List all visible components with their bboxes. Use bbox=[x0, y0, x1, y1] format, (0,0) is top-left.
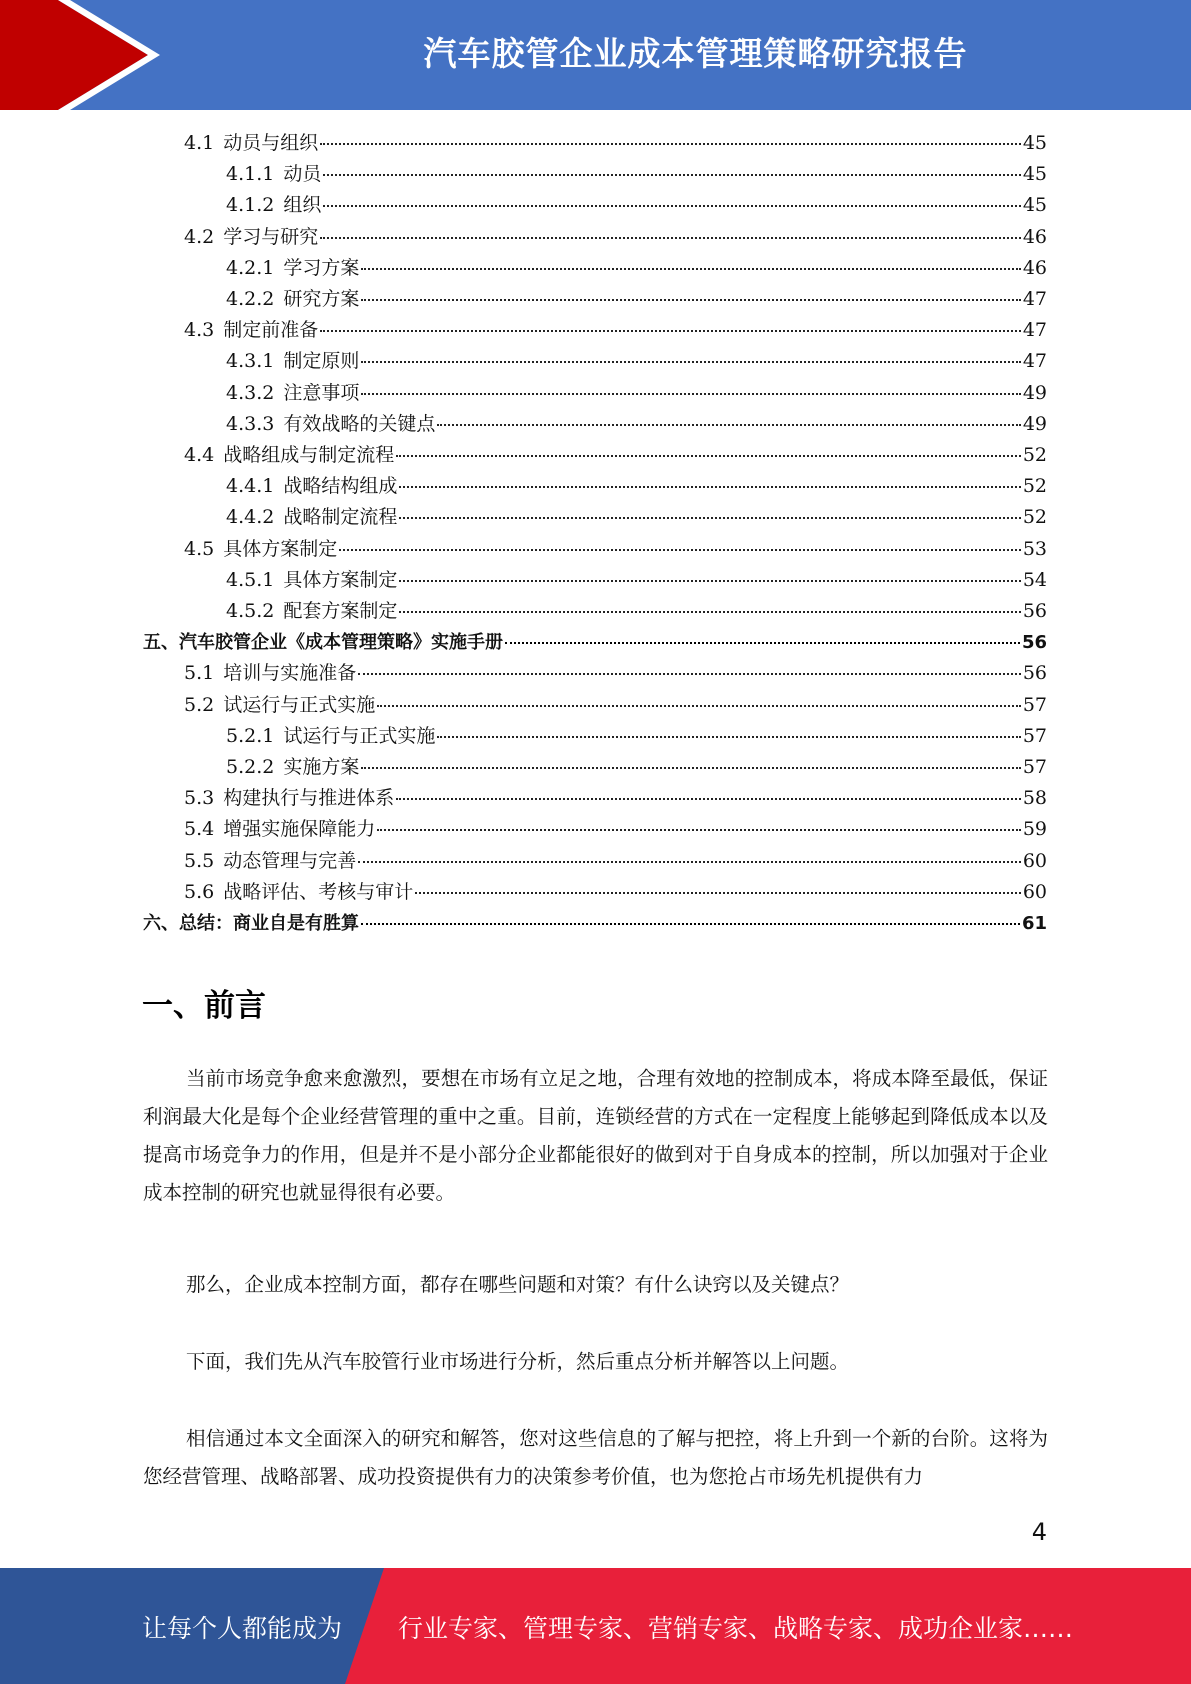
toc-entry[interactable] bbox=[226, 284, 1047, 315]
toc-entry-label: 战略组成与制定流程 bbox=[223, 444, 395, 466]
toc-entry-page: 60 bbox=[1022, 849, 1047, 872]
toc-entry-number: 4.5.1 bbox=[226, 568, 275, 591]
toc-entry-page: 53 bbox=[1022, 537, 1047, 560]
toc-dot-leader bbox=[323, 205, 1020, 207]
paragraph-2: 那么，企业成本控制方面，都存在哪些问题和对策？有什么诀窍以及关键点？ bbox=[186, 1273, 850, 1296]
toc-entry-label: 学习与研究 bbox=[223, 225, 319, 248]
toc-entry-number: 4.2 bbox=[184, 225, 215, 248]
toc-entry-page: 46 bbox=[1022, 225, 1047, 248]
toc-entry-number: 4.4.2 bbox=[226, 506, 275, 529]
toc-dot-leader bbox=[358, 673, 1021, 675]
toc-dot-leader bbox=[399, 486, 1020, 488]
toc-entry[interactable] bbox=[184, 222, 1047, 253]
toc-dot-leader bbox=[320, 330, 1021, 332]
toc-entry[interactable] bbox=[184, 534, 1047, 565]
toc-dot-leader bbox=[339, 549, 1021, 551]
toc-entry[interactable] bbox=[226, 378, 1047, 409]
toc-entry-page: 61 bbox=[1021, 913, 1047, 934]
toc-entry-page: 52 bbox=[1022, 475, 1047, 498]
toc-entry-number: 5.2.2 bbox=[226, 756, 275, 778]
toc-entry-label: 六、总结：商业自是有胜算 bbox=[143, 913, 359, 934]
report-title: 汽车胶管企业成本管理策略研究报告 bbox=[423, 34, 968, 73]
toc-entry-label: 战略结构组成 bbox=[283, 475, 398, 498]
toc-entry-page: 47 bbox=[1022, 288, 1047, 310]
toc-entry-number: 5.2 bbox=[184, 693, 215, 716]
toc-dot-leader bbox=[437, 424, 1020, 426]
toc-dot-leader bbox=[361, 361, 1020, 363]
toc-dot-leader bbox=[323, 174, 1020, 176]
toc-entry-page: 58 bbox=[1022, 787, 1047, 810]
toc-entry-number: 4.1.1 bbox=[226, 163, 275, 186]
toc-entry-label: 制定原则 bbox=[283, 350, 360, 373]
footer-slogan-right: 行业专家、管理专家、营销专家、战略专家、成功企业家…… bbox=[398, 1614, 1074, 1643]
toc-entry-label: 组织 bbox=[283, 194, 322, 217]
toc-entry-label: 动员与组织 bbox=[223, 132, 319, 154]
toc-entry[interactable] bbox=[226, 346, 1047, 377]
toc-entry-label: 动员 bbox=[283, 163, 322, 186]
toc-entry-page: 56 bbox=[1022, 662, 1047, 685]
toc-entry[interactable] bbox=[143, 627, 1047, 658]
toc-entry-page: 47 bbox=[1022, 319, 1047, 342]
toc-entry-number: 4.2.2 bbox=[226, 288, 275, 310]
header-red-arrow-shape bbox=[0, 0, 160, 110]
toc-entry-label: 具体方案制定 bbox=[283, 568, 398, 591]
toc-entry-page: 60 bbox=[1022, 880, 1047, 903]
toc-entry-number: 4.1.2 bbox=[226, 194, 275, 217]
toc-entry-number: 5.6 bbox=[184, 880, 215, 903]
toc-entry[interactable] bbox=[226, 253, 1047, 284]
toc-entry-page: 45 bbox=[1022, 163, 1047, 186]
toc-dot-leader bbox=[396, 798, 1021, 800]
toc-entry-page: 45 bbox=[1022, 132, 1047, 154]
toc-entry-number: 4.1 bbox=[184, 132, 215, 154]
toc-entry[interactable] bbox=[184, 440, 1047, 471]
toc-entry-page: 57 bbox=[1022, 693, 1047, 716]
toc-entry-label: 研究方案 bbox=[283, 288, 360, 310]
toc-entry-label: 构建执行与推进体系 bbox=[223, 787, 395, 810]
toc-entry[interactable] bbox=[184, 658, 1047, 689]
paragraph-4: 相信通过本文全面深入的研究和解答，您对这些信息的了解与把控，将上升到一个新的台阶。这将为您经营管理、战略部署、成功投资提供有力的决策参考价值，也为您抢占市场先机提供有力 bbox=[143, 1427, 1048, 1488]
toc-entry-page: 52 bbox=[1022, 506, 1047, 529]
toc-entry-number: 5.1 bbox=[184, 662, 215, 685]
toc-entry-page: 54 bbox=[1022, 568, 1047, 591]
toc-entry[interactable] bbox=[226, 565, 1047, 596]
toc-entry[interactable] bbox=[143, 908, 1047, 939]
toc-entry[interactable] bbox=[226, 721, 1047, 752]
toc-entry-label: 试运行与正式实施 bbox=[223, 693, 376, 716]
toc-entry-label: 学习方案 bbox=[283, 256, 360, 279]
toc-entry-page: 52 bbox=[1022, 444, 1047, 466]
toc-entry-label: 五、汽车胶管企业《成本管理策略》实施手册 bbox=[143, 632, 503, 654]
toc-entry[interactable] bbox=[226, 190, 1047, 221]
toc-entry[interactable] bbox=[226, 471, 1047, 502]
toc-dot-leader bbox=[320, 237, 1021, 239]
toc-entry[interactable] bbox=[184, 128, 1047, 159]
toc-entry-page: 46 bbox=[1022, 256, 1047, 279]
toc-dot-leader bbox=[399, 611, 1020, 613]
toc-entry[interactable] bbox=[184, 814, 1047, 845]
page-number: 4 bbox=[1031, 1518, 1047, 1546]
toc-entry-label: 动态管理与完善 bbox=[223, 849, 357, 872]
toc-dot-leader bbox=[505, 642, 1020, 644]
toc-entry[interactable] bbox=[184, 315, 1047, 346]
toc-dot-leader bbox=[358, 861, 1021, 863]
toc-entry-label: 战略制定流程 bbox=[283, 506, 398, 529]
toc-entry-number: 4.5.2 bbox=[226, 600, 275, 622]
toc-entry[interactable] bbox=[184, 877, 1047, 908]
toc-dot-leader bbox=[361, 767, 1020, 769]
toc-entry[interactable] bbox=[226, 752, 1047, 783]
toc-dot-leader bbox=[396, 455, 1021, 457]
toc-entry[interactable] bbox=[226, 159, 1047, 190]
toc-entry-number: 5.3 bbox=[184, 787, 215, 810]
toc-entry-page: 49 bbox=[1022, 381, 1047, 404]
page-footer bbox=[0, 1568, 1191, 1684]
toc-entry-label: 战略评估、考核与审计 bbox=[223, 880, 414, 903]
toc-dot-leader bbox=[361, 923, 1020, 925]
toc-entry[interactable] bbox=[184, 846, 1047, 877]
toc-dot-leader bbox=[377, 829, 1021, 831]
toc-entry-label: 增强实施保障能力 bbox=[223, 818, 376, 841]
toc-dot-leader bbox=[361, 268, 1020, 270]
toc-entry-page: 56 bbox=[1022, 600, 1047, 622]
toc-dot-leader bbox=[320, 143, 1021, 145]
toc-entry-number: 5.4 bbox=[184, 818, 215, 841]
section-heading: 一、前言 bbox=[142, 988, 266, 1024]
toc-entry-label: 制定前准备 bbox=[223, 319, 319, 342]
toc-entry-page: 49 bbox=[1022, 412, 1047, 435]
toc-entry-number: 5.2.1 bbox=[226, 724, 275, 747]
page-header bbox=[0, 0, 1191, 110]
toc-entry-number: 4.4 bbox=[184, 444, 215, 466]
toc-entry-number: 4.3 bbox=[184, 319, 215, 342]
toc-entry-number: 4.3.3 bbox=[226, 412, 275, 435]
paragraph-3: 下面，我们先从汽车胶管行业市场进行分析，然后重点分析并解答以上问题。 bbox=[186, 1350, 850, 1373]
footer-slogan-left: 让每个人都能成为 bbox=[142, 1614, 343, 1643]
toc-dot-leader bbox=[361, 393, 1020, 395]
toc-entry[interactable] bbox=[226, 502, 1047, 533]
toc-dot-leader bbox=[415, 892, 1021, 894]
toc-entry-label: 有效战略的关键点 bbox=[283, 412, 436, 435]
toc-entry-number: 4.3.2 bbox=[226, 381, 275, 404]
toc-entry[interactable] bbox=[184, 783, 1047, 814]
toc-entry-label: 注意事项 bbox=[283, 381, 360, 404]
toc-entry-label: 配套方案制定 bbox=[283, 600, 398, 622]
toc-entry-number: 4.4.1 bbox=[226, 475, 275, 498]
toc-entry-page: 57 bbox=[1022, 756, 1047, 778]
toc-dot-leader bbox=[399, 517, 1020, 519]
toc-entry-page: 56 bbox=[1021, 632, 1047, 654]
toc-entry-page: 47 bbox=[1022, 350, 1047, 373]
toc-entry[interactable] bbox=[226, 596, 1047, 627]
toc-dot-leader bbox=[437, 736, 1020, 738]
toc-entry-label: 具体方案制定 bbox=[223, 537, 338, 560]
toc-entry-page: 45 bbox=[1022, 194, 1047, 217]
toc-dot-leader bbox=[377, 705, 1021, 707]
toc-entry-number: 4.5 bbox=[184, 537, 215, 560]
toc-entry-label: 实施方案 bbox=[283, 756, 360, 778]
toc-entry-label: 培训与实施准备 bbox=[223, 662, 357, 685]
toc-entry-number: 5.5 bbox=[184, 849, 215, 872]
paragraph-1: 当前市场竞争愈来愈激烈，要想在市场有立足之地，合理有效地的控制成本，将成本降至最低，保证利润最大化是每个企业经营管理的重中之重。目前，连锁经营的方式在一定程度上能够起到降低成本以及提高市场竞争力的作用，但是并不是小部分企业都能很好的做到对于自身成本的控制，所以加强对于企业成本控制的研究也就显得很有必要。 bbox=[143, 1067, 1048, 1204]
toc-entry-page: 59 bbox=[1022, 818, 1047, 841]
toc-entry[interactable] bbox=[226, 409, 1047, 440]
toc-dot-leader bbox=[399, 580, 1020, 582]
toc-entry-label: 试运行与正式实施 bbox=[283, 724, 436, 747]
toc-entry[interactable] bbox=[184, 690, 1047, 721]
toc-entry-page: 57 bbox=[1022, 724, 1047, 747]
toc-entry-number: 4.2.1 bbox=[226, 256, 275, 279]
toc-entry-number: 4.3.1 bbox=[226, 350, 275, 373]
toc-dot-leader bbox=[361, 299, 1020, 301]
